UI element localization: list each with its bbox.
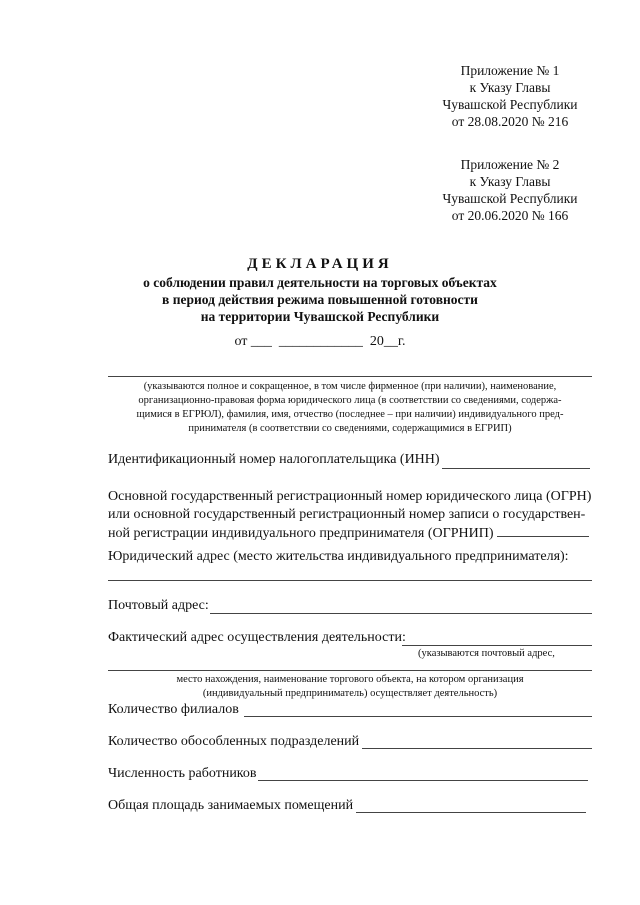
branches-line[interactable] <box>244 716 592 717</box>
appendix-1-title: Приложение № 1 <box>460 63 560 78</box>
org-note-line-1: (указываются полное и сокращенное, в том числе фирменное (при наличии), наименование, <box>143 381 557 392</box>
title-sub-3: на территории Чувашской Республики <box>200 309 440 324</box>
postal-address-label: Почтовый адрес: <box>108 598 209 613</box>
org-note-line-3: щимися в ЕГРЮЛ), фамилия, имя, отчество (последнее – при наличии) индивидуального пред- <box>136 409 564 420</box>
ogrn-line-2: или основной государственный регистрационный номер записи о государствен- <box>108 507 586 522</box>
declaration-date[interactable]: от ___ ____________ 20__г. <box>234 334 406 349</box>
area-label: Общая площадь занимаемых помещений <box>108 798 354 813</box>
document-title <box>0 254 640 325</box>
org-note-line-2: организационно-правовая форма юридического лица (в соответствии со сведениями, содержа- <box>138 395 562 406</box>
employees-line[interactable] <box>258 780 588 781</box>
actual-note-line-2: (индивидуальный предприниматель) осуществляет деятельность) <box>202 688 498 699</box>
actual-address-line-2[interactable] <box>108 670 592 671</box>
title-sub-2: в период действия режима повышенной готовности <box>162 292 478 307</box>
divisions-line[interactable] <box>362 748 592 749</box>
ogrn-line-3: ной регистрации индивидуального предпринимателя (ОГРНИП) <box>108 526 494 541</box>
actual-address-note <box>108 673 592 701</box>
title-sub-1: о соблюдении правил деятельности на торговых объектах <box>143 275 497 290</box>
org-name-note <box>108 380 592 436</box>
appendix-1-republic: Чувашской Республики <box>442 97 578 112</box>
inn-label: Идентификационный номер налогоплательщика (ИНН) <box>108 452 440 467</box>
appendix-1-header <box>430 62 590 130</box>
appendix-2-header <box>430 156 590 224</box>
appendix-1-date: от 28.08.2020 № 216 <box>451 114 569 129</box>
legal-address-label: Юридический адрес (место жительства индивидуального предпринимателя): <box>108 549 569 564</box>
ogrn-block <box>108 488 594 543</box>
postal-address-line[interactable] <box>210 613 592 614</box>
appendix-2-republic: Чувашской Республики <box>442 191 578 206</box>
branches-label: Количество филиалов <box>108 702 239 717</box>
legal-address-line[interactable] <box>108 580 592 581</box>
employees-label: Численность работников <box>108 766 257 781</box>
actual-note-line-1: место нахождения, наименование торгового объекта, на котором организация <box>176 674 524 685</box>
appendix-1-decree: к Указу Главы <box>469 80 551 95</box>
appendix-2-date: от 20.06.2020 № 166 <box>451 208 569 223</box>
area-line[interactable] <box>356 812 586 813</box>
actual-address-note-right: (указываются почтовый адрес, <box>418 648 555 659</box>
appendix-2-title: Приложение № 2 <box>460 157 560 172</box>
actual-address-line[interactable] <box>402 645 592 646</box>
ogrn-line-1: Основной государственный регистрационный номер юридического лица (ОГРН) <box>108 489 592 504</box>
actual-address-label: Фактический адрес осуществления деятельности: <box>108 630 406 645</box>
divisions-label: Количество обособленных подразделений <box>108 734 360 749</box>
ogrn-line-3-wrap <box>108 524 594 543</box>
appendix-2-decree: к Указу Главы <box>469 174 551 189</box>
org-name-line[interactable] <box>108 376 592 377</box>
title-main: ДЕКЛАРАЦИЯ <box>247 256 393 272</box>
inn-line[interactable] <box>442 468 590 469</box>
ogrn-line[interactable] <box>497 524 589 537</box>
org-note-line-4: принимателя (в соответствии со сведениями, содержащимися в ЕГРИП) <box>188 423 512 434</box>
